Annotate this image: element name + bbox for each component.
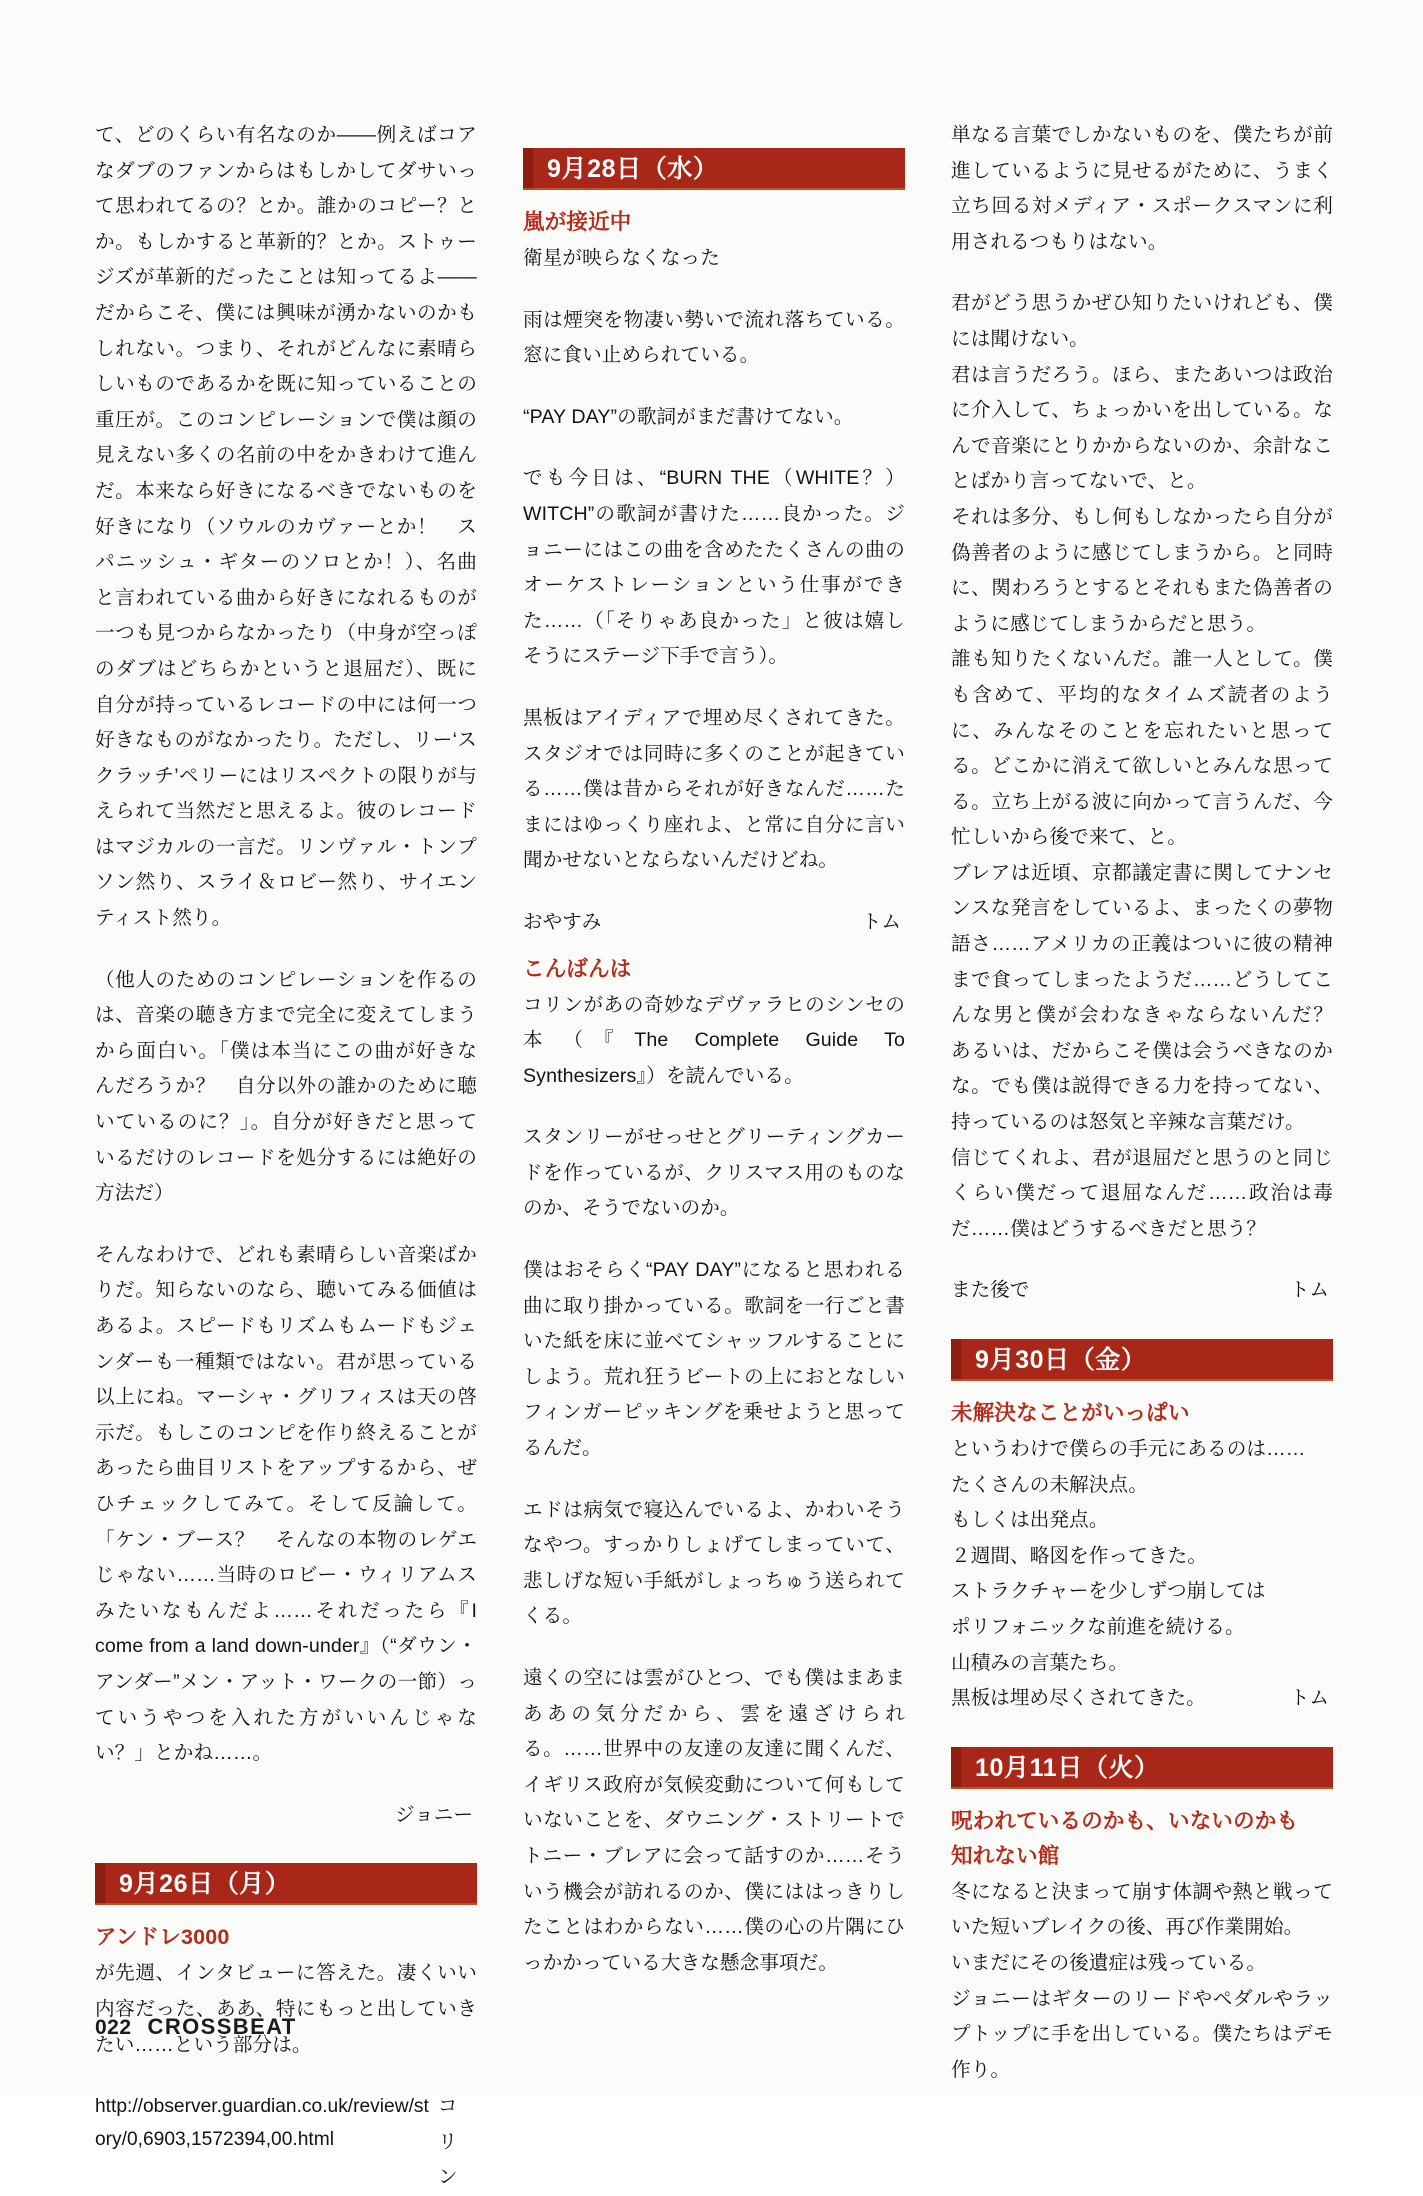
body-paragraph: スタンリーがせっせとグリーティングカードを作っているが、クリスマス用のものなのか、そうでないのか。 <box>523 1126 905 1220</box>
body-paragraph: “PAY DAY”の歌詞がまだ書けてない。 <box>523 405 854 428</box>
body-paragraph: が先週、インタビューに答えた。凄くいい内容だった、ああ、特にもっと出していきたい……という部分は。 <box>95 1962 477 2056</box>
date-header-bar <box>95 1863 477 1905</box>
body-paragraph: でも今日は、“BURN THE（WHITE？）WITCH”の歌詞が書けた……良かった。ジョニーにはこの曲を含めたたくさんの曲のオーケストレーションという仕事ができた……（「そりゃあ良かった」と彼は嬉しそうにステージ下手で言う）。 <box>523 467 905 668</box>
body-paragraph: エドは病気で寝込んでいるよ、かわいそうなやつ。すっかりしょげてしまっていて、悲しげな短い手紙がしょっちゅう送られてくる。 <box>523 1498 905 1628</box>
date-label: 9月26日（月） <box>119 1870 291 1899</box>
body-paragraph: それは多分、もし何もしなかったら自分が偽善者のように感じてしまうから。と同時に、関わろうとするとそれもまた偽善者のように感じてしまうからだと思う。 <box>951 505 1333 635</box>
body-paragraph: 単なる言葉でしかないものを、僕たちが前進しているように見せるがために、うまく立ち回る対メディア・スポークスマンに利用されるつもりはない。 <box>951 124 1333 253</box>
body-paragraph: 山積みの言葉たち。 <box>951 1651 1129 1674</box>
article-url[interactable]: http://observer.guardian.co.uk/review/story/0,6903,1572394,00.html <box>95 2096 429 2151</box>
entry-closing-line <box>951 1273 1333 1309</box>
body-paragraph: いまだにその後遺症は残っている。 <box>951 1951 1267 1974</box>
entry-signature: トム <box>1289 1687 1329 1710</box>
body-paragraph: 僕はおそらく“PAY DAY”になると思われる曲に取り掛かっている。歌詞を一行ごと書いた紙を床に並べてシャッフルすることにしよう。荒れ狂うビートの上におとなしいフィンガーピッキングを乗せようと思ってるんだ。 <box>523 1259 905 1460</box>
entry-signature: トム <box>861 910 901 933</box>
body-paragraph: 遠くの空には雲がひとつ、でも僕はまあまああの気分だから、雲を遠ざけられる。……世界中の友達の友達に聞くんだ、イギリス政府が気候変動について何もしていないことを、ダウニング・ストリートでトニー・ブレアに会って話すのか……そういう機会が訪れるのか、僕にははっきりしたことはわからない……僕の心の片隅にひっかかっている大きな懸念事項だ。 <box>523 1667 905 1974</box>
entry-url-line <box>95 2089 477 2196</box>
body-paragraph: 誰も知りたくないんだ。誰一人として。僕も含めて、平均的なタイムズ読者のように、みんなそのことを忘れたいと思ってる。どこかに消えて欲しいとみんな思ってる。立ち上がる波に向かって言うんだ、今忙しいから後で来て、と。 <box>951 648 1333 849</box>
body-paragraph: 雨は煙突を物凄い勢いで流れ落ちている。窓に食い止められている。 <box>523 308 905 367</box>
entry-subheading: 呪われているのかも、いないのかも <box>951 1808 1299 1833</box>
body-paragraph: ブレアは近頃、京都議定書に関してナンセンスな発言をしているよ、まったくの夢物語さ……アメリカの正義はついに彼の精神まで食ってしまったようだ……どうしてこんな男と僕が会わなきゃならないんだ？ あるいは、だからこそ僕は会うべきなのかな。でも僕は説得できる力を持ってない、持っているのは怒気と辛辣な言葉だけ。 <box>951 861 1353 1134</box>
page-number: 022 <box>95 2016 132 2039</box>
entry-closing-line <box>523 905 905 941</box>
date-label: 10月11日（火） <box>975 1753 1160 1782</box>
entry-subheading: こんばんは <box>523 956 632 981</box>
date-bar-accent-tab <box>951 1747 961 1789</box>
page-footer <box>95 2014 297 2040</box>
entry-subheading: 未解決なことがいっぱい <box>951 1401 1190 1425</box>
body-paragraph: 黒板はアイディアで埋め尽くされてきた。スタジオでは同時に多くのことが起きている……僕は昔からそれが好きなんだ……たまにはゆっくり座れよ、と常に自分に言い聞かせないとならないんだけどね。 <box>523 706 905 872</box>
entry-subheading: 嵐が接近中 <box>523 210 632 234</box>
entry-subheading: 知れない館 <box>951 1843 1060 1868</box>
body-paragraph: ストラクチャーを少しずつ崩しては <box>951 1580 1266 1603</box>
body-paragraph: 冬になると決まって崩す体調や熱と戦っていた短いブレイクの後、再び作業開始。 <box>951 1880 1333 1939</box>
body-paragraph: もしくは出発点。 <box>951 1509 1109 1532</box>
body-paragraph: ジョニーはギターのリードやペダルやラップトップに手を出している。僕たちはデモ作り。 <box>951 1987 1333 2081</box>
body-paragraph: 衛星が映らなくなった <box>523 247 720 269</box>
body-paragraph: 信じてくれよ、君が退屈だと思うのと同じくらい僕だって退屈なんだ……政治は毒だ……僕はどうするべきだと思う？ <box>951 1146 1333 1240</box>
body-paragraph: そんなわけで、どれも素晴らしい音楽ばかりだ。知らないのなら、聴いてみる価値はあるよ。スピードもリズムもムードもジェンダーも一種類ではない。君が思っている以上にね。マーシャ・グリフィスは天の啓示だ。もしこのコンピを作り終えることがあったら曲目リストをアップするから、ぜひチェックしてみて。そして反論して。「ケン・ブース？ そんなの本物のレゲエじゃない……当時のロビー・ウィリアムスみたいなもんだよ……それだったら『I come from a land down-under』（“ダウン・アンダー”メン・アット・ワークの一節）っていうやつを入れた方がいいんじゃない？」とかね……。 <box>95 1243 477 1765</box>
closing-text: また後で <box>951 1279 1030 1302</box>
date-header-bar <box>523 148 905 190</box>
entry-signature: トム <box>1289 1279 1329 1302</box>
entry-signature: コリン <box>437 2095 458 2189</box>
entry-closing-line <box>951 1681 1333 1717</box>
body-paragraph: 君がどう思うかぜひ知りたいけれども、僕には聞けない。 <box>951 292 1333 350</box>
date-header-bar <box>951 1747 1333 1789</box>
date-label: 9月30日（金） <box>975 1346 1147 1374</box>
date-label: 9月28日（水） <box>547 155 719 183</box>
body-paragraph: ２週間、略図を作ってきた。 <box>951 1544 1208 1567</box>
body-paragraph: 君は言うだろう。ほら、またあいつは政治に介入して、ちょっかいを出している。なんで音楽にとりかからないのか、余計なことばかり言ってないで、と。 <box>951 363 1333 493</box>
column-2 <box>523 118 905 1974</box>
closing-text: おやすみ <box>523 910 602 933</box>
body-paragraph: て、どのくらい有名なのか――例えばコアなダブのファンからはもしかしてダサいって思われてるの？とか。誰かのコピー？とか。もしかすると革新的？とか。ストゥージズが革新的だったことは知ってるよ――だからこそ、僕には興味が湧かないのかもしれない。つまり、それがどんなに素晴らしいものであるかを既に知っていることの重圧が。このコンピレーションで僕は顔の見えない多くの名前の中をかきわけて進んだ。本来なら好きになるべきでないものを好きになり（ソウルのカヴァーとか！ スパニッシュ・ギターのソロとか！）、名曲と言われている曲から好きになれるものが一つも見つからなかったり（中身が空っぽのダブはどちらかというと退屈だ）、既に自分が持っているレコードの中には何一つ好きなものがなかったり。ただし、リー‘スクラッチ’ペリーにはリスペクトの限りが与えられて当然だと思えるよ。彼のレコードはマジカルの一言だ。リンヴァル・トンプソン然り、スライ＆ロビー然り、サイエンティスト然り。 <box>95 124 477 930</box>
body-paragraph: ポリフォニックな前進を続ける。 <box>951 1615 1245 1638</box>
body-paragraph: というわけで僕らの手元にあるのは…… <box>951 1438 1306 1460</box>
body-paragraph: （他人のためのコンピレーションを作るのは、音楽の聴き方まで完全に変えてしまうから面白い。「僕は本当にこの曲が好きなんだろうか？ 自分以外の誰かのために聴いているのに？」。自分が好きだと思っているだけのレコードを処分するには絶好の方法だ） <box>95 968 477 1205</box>
date-bar-accent-tab <box>95 1863 105 1905</box>
date-header-bar <box>951 1339 1333 1381</box>
date-bar-accent-tab <box>951 1339 961 1381</box>
entry-signature: ジョニー <box>395 1803 473 1826</box>
closing-text: 黒板は埋め尽くされてきた。 <box>951 1687 1206 1710</box>
body-paragraph: コリンがあの奇妙なデヴァラヒのシンセの本（『The Complete Guide To Synthesizers』）を読んでいる。 <box>523 993 905 1087</box>
entry-subheading: アンドレ3000 <box>95 1925 230 1950</box>
date-bar-accent-tab <box>523 148 533 190</box>
body-paragraph: たくさんの未解決点。 <box>951 1473 1148 1496</box>
column-3 <box>951 118 1353 2081</box>
magazine-name: CROSSBEAT <box>147 2014 297 2039</box>
